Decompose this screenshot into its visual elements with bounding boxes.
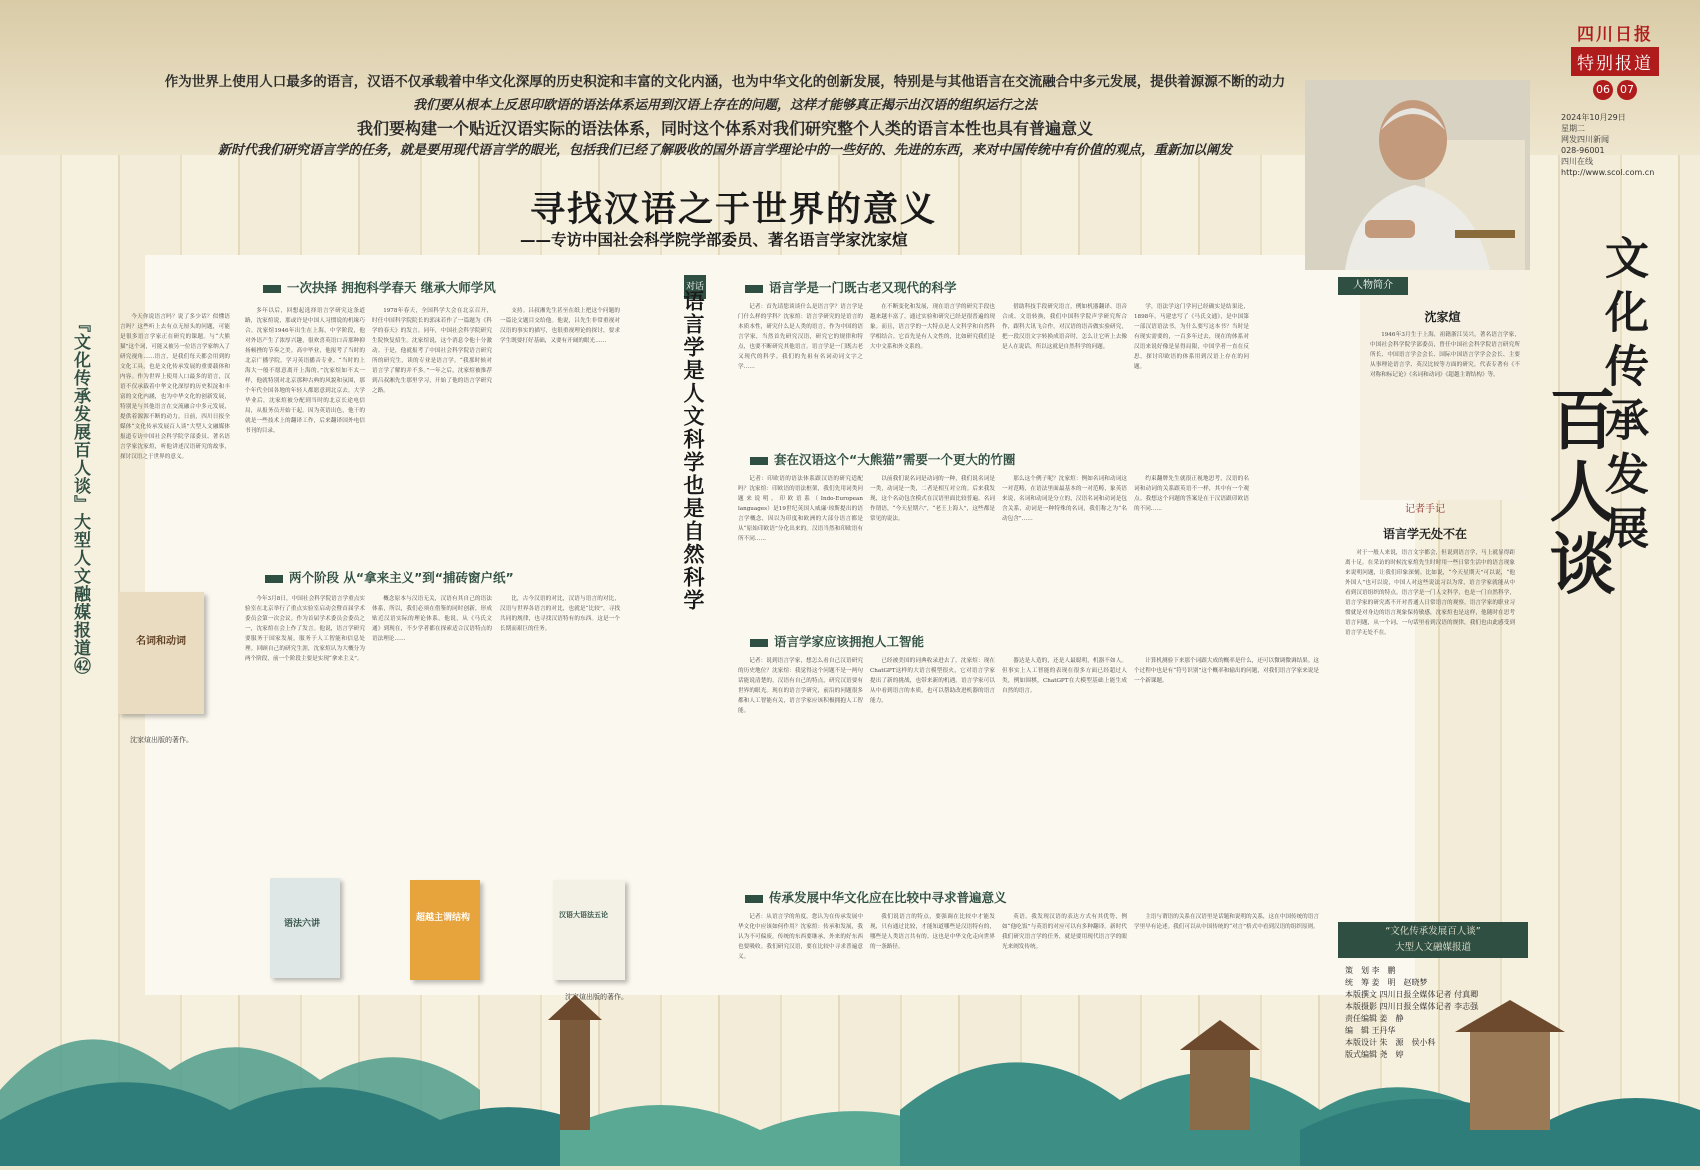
section-tag: 特别报道: [1571, 47, 1659, 76]
notes-title: 语言学无处不在: [1382, 527, 1467, 541]
paragraph: 那么这个例子呢？沈家煊：例如名词和动词这一对范畴，在语法里面最基本的一对范畴，象英语来说，名词和动词是分立的，汉语名词和动词是包含关系，动词是一种特殊的名词，我们称之为“名动包含”……: [1002, 476, 1127, 522]
notes-label: 记者手记: [1405, 504, 1445, 515]
section-heading-2: 两个阶段 从“拿来主义”到“捕砖窗户纸”: [265, 568, 514, 588]
paragraph: 1946年3月生于上海，祖籍浙江吴兴，著名语言学家，中国社会科学院学部委员，曾任中国社会科学院语言研究所所长、中国语言学会会长、国际中国语言学学会会长、主要从事理论语言学、英汉比较等方面的研究，代表专著有《不对称和标记论》《名词和动词》《超越主谓结构》等。: [1370, 332, 1520, 378]
page-numbers: [1560, 80, 1670, 100]
credit-row: 本版摄影 四川日报全媒体记者 李志强: [1345, 1002, 1479, 1011]
intro-column: [120, 312, 230, 527]
paragraph: 记者：从语言学的角度，您认为在传承发展中华文化中应该如何作用？沈家煊：传承和发展，我认为不可偏废。传统的东西要继承，外来的好东西也要吸收。我们研究汉语，要在比较中寻求普遍意义。: [738, 914, 863, 960]
body-col-14: [372, 594, 492, 864]
dialogue-tag: 对话: [684, 275, 706, 299]
editor-line: 网发四川新闻: [1561, 135, 1609, 144]
paragraph: 学，语法学这门学问已经确实是结果论，1898年，马建忠写了《马氏文通》，是中国第一部汉语语法书。为什么要写这本书？当时是有现实需要的，一百多年过去，现在的体系对汉语来说好像是显得局限，中国学者一直在反思，探讨印欧语的体系用到汉语上存在的问题。: [1134, 304, 1249, 370]
book-2-title: 语法六讲: [284, 919, 321, 929]
intro-line-2: 我们要从根本上反思印欧语的语法体系运用到汉语上存在的问题，这样才能够真正揭示出汉语的组织运行之法: [412, 98, 1037, 113]
intro-line-1: 作为世界上使用人口最多的语言，汉语不仅承载着中华文化深厚的历史积淀和丰富的文化内涵，也为中华文化的创新发展，特别是与其他语言在交流融合中多元发展，提供着源源不断的动力: [164, 74, 1286, 90]
body-col-6: [870, 302, 995, 442]
section-heading-5: 语言学家应该拥抱人工智能: [750, 632, 924, 652]
credit-row: 本版设计 朱 源 侯小科: [1345, 1038, 1436, 1047]
book-caption-1: 沈家煊出版的著作。: [130, 736, 193, 744]
masthead-meta: [1561, 112, 1654, 178]
paragraph: 器达是人造的，还是人最聪明，机器不如人。但事实上人工智能的表现在很多方面已经超过人类，例如围棋，ChatGPT在大模型基础上能生成自然的语言。: [1002, 658, 1127, 694]
portrait-photo: [1305, 80, 1530, 270]
paragraph: 概念原本与汉语无关，汉语有其自己的语法体系，所以，我们必须在借鉴的同时创新，形成贴近汉语实际的理论体系。他说，从《马氏文通》到现在，不少学者都在探索适合汉语特点的语法理论……: [372, 596, 492, 642]
body-col-12: [1134, 474, 1249, 624]
book-4-title: 汉语大语法五论: [559, 910, 608, 919]
body-col-3: [372, 306, 492, 556]
body-col-10: [870, 474, 995, 624]
page-number-left: 06: [1593, 80, 1613, 100]
masthead: [1560, 20, 1670, 100]
book-caption-2: 沈家煊出版的著作。: [565, 993, 628, 1001]
credit-row: 统 筹 姜 明 赵晓梦: [1345, 978, 1428, 987]
series-vertical-title-big: 百人谈: [1538, 385, 1616, 601]
body-col-13: [245, 594, 365, 864]
series-vertical-title: 文化传承发展: [1597, 235, 1648, 559]
body-col-4: [500, 306, 620, 556]
headline: 寻找汉语之于世界的意义: [530, 190, 938, 230]
landscape-illustration: [0, 960, 1700, 1166]
credit-row: 策 划 李 鹏: [1345, 966, 1396, 975]
credits-heading-line1: “文化传承发展百人谈”: [1385, 926, 1481, 937]
paragraph: 对于一般人来说，语言文字都会，但说到语言学，马上就显得距离十足。在采访的时候沈家煊先生时时用一些日常生活中的语言现象来说明问题，让我们印象深刻。比如说，“今天星期天”可以说，“他外国人”也可以说，中国人对这些说法习以为常，语言学家就能从中看到汉语组织的特点。语言学是一门人文科学，也是一门自然科学，语言学家的研究离不开对普通人日常语言的观察。语言学家的职业习惯就是对身边的语言现象保持敏感，沈家煊也是这样，他随时在思考语言问题，从一个词、一句话里看到汉语的规律，我们也由此感受到语言学无处不在。: [1345, 550, 1515, 636]
credits-heading-line2: 大型人文融媒报道: [1394, 942, 1471, 953]
credit-row: 编 辑 王丹华: [1345, 1026, 1396, 1035]
body-col-18: [1002, 656, 1127, 876]
book-3-title: 超越主谓结构: [416, 913, 471, 923]
paragraph: 今年3月8日，中国社会科学院语言学重点实验室在北京举行了重点实验室启动会暨首届学术委员会第一次会议。作为首届学术委员会委员之一，沈家煊在会上作了发言。他说，语言学研究要服务于国家发展，服务于人工智能和信息处理。回顾自己的研究生涯，沈家煊认为大概分为两个阶段，前一个阶段主要是实现“拿来主义”。: [245, 596, 365, 662]
notes-body: [1345, 548, 1515, 913]
site-label: 四川在线: [1561, 157, 1593, 166]
book-1-title: 名词和动词: [136, 636, 186, 647]
paragraph: 记者：说到语言学家，想怎么看自己汉语研究的历史地位？沈家煊：我觉得这个问题不是一两句话能说清楚的，汉语有自己的特点，研究汉语要有世界的眼光。现在的语言学研究，前沿的问题很多都和人工智能有关，语言学家应该积极拥抱人工智能。: [738, 658, 863, 714]
profile-name: 沈家煊: [1424, 310, 1461, 324]
body-col-8: [1134, 302, 1249, 442]
intro-line-4: 新时代我们研究语言学的任务，就是要用现代语言学的眼光，包括我们已经了解吸收的国外语言学理论中的一些好的、先进的东西，来对中国传统中有价值的观点，重新加以阐发: [217, 143, 1232, 158]
paper-name: 四川日报: [1577, 25, 1653, 45]
paragraph: 主语与谓语的关系在汉语里是话题和说明的关系，这在中国传统的语言学里早有论述。我们可以从中国传统的“对言”格式中看到汉语的组织原则。: [1134, 914, 1319, 930]
paragraph: 记者：印欧语的语法体系跟汉语的研究适配吗？沈家煊：印欧语的语法框架，我们先用词类问题来说明。印欧语系（Indo-European languages）是19世纪英国人威廉·琼斯提出的语言学概念，因以为印度和欧洲的大部分语言都是从“原始印欧语”分化出来的。汉语当然和印欧语有所不同……: [738, 476, 863, 542]
credits-heading: [1338, 922, 1528, 958]
issue-date: 2024年10月29日: [1561, 113, 1626, 122]
site-url[interactable]: http://www.scol.com.cn: [1561, 168, 1655, 177]
paragraph: 支持。吕叔湘先生甚至在纸上把这个问题的一篇论文题目交给他。他说，吕先生非常重视对汉语的事实的描写，也很重视理论的探讨，要求学生既要打好基础，又要有开阔的眼光……: [500, 308, 620, 344]
issue-weekday: 星期二: [1561, 124, 1585, 133]
body-col-5: [738, 302, 863, 442]
profile-label: 人物简介: [1338, 277, 1408, 295]
body-col-2: [245, 306, 365, 556]
body-col-7: [1002, 302, 1127, 442]
dialogue-vertical-quote: 语言学是人文科学也是自然科学: [681, 290, 706, 612]
body-col-19: [1134, 656, 1319, 876]
section-heading-6: 传承发展中华文化应在比较中寻求普遍意义: [745, 888, 1007, 908]
body-col-16: [738, 656, 863, 876]
body-col-17: [870, 656, 995, 876]
paragraph: 多年以后，回想起选择语言学研究这条道路，沈家煊说，那或许是中国人习惯说的机缘巧合。沈家煊1946年出生在上海，中学阶段，他对外语产生了浓厚兴趣，很欢喜英语口音那种抑扬顿挫的节奏之美。高中毕业，他报考了当时的北京广播学院，学习英语播音专业。“当时的上海大一般不愿意离开上海的。”沈家煊如不太一样，他就特别对北京那种古典的风貌和氛围，那个年代全国各地的年轻人都愿意到北京去。大学毕业后，沈家煊被分配到当时的北京长途电信局，从报务员开始干起。因为英语出色，他干的就是一些技术上的翻译工作，后来翻译国外电信书刊的目录。: [245, 308, 365, 434]
body-col-15: [500, 594, 620, 864]
intro-paragraph: 今天你说语言吗？说了多少话？似懂语言吗？这些听上去有点无厘头的问题，可能是很多语言学家正在研究的课题。与“大熊猫”这个词，可能又被另一位语言学家纳入了研究视角……语言，是我们每天都会用到的文化工具，也是文化传承发展的重要载体和内容。作为世界上使用人口最多的语言，汉语不仅承载着中华文化深厚的历史积淀和丰富的文化内涵，也为中华文化的创新发展，特别是与其他语言在交流融合中多元发展，提供着源源不断的动力。日前，四川日报全媒体“文化传承发展百人谈”大型人文融媒体报道专访中国社会科学院学部委员、著名语言学家沈家煊，听他讲述汉语研究的故事，探讨汉语之于世界的意义。: [120, 314, 230, 460]
paragraph: 以前我们说名词是动词的一种，我们说名词是一类，动词是一类，二者是相互对立的。后来我发现，这个名动包含模式在汉语里面比较普遍。名词作谓语，“今天星期六”，“老王上海人”，这些都是常见的说法。: [870, 476, 995, 522]
credit-row: 本版撰文 四川日报全媒体记者 付真卿: [1345, 990, 1479, 999]
series-label: 『文化传承发展百人谈』大型人文融媒报道㊷: [70, 315, 90, 675]
paragraph: 借助科技手段研究语言，例如机器翻译、语音合成、文语转换，我们中国科学院声学研究所合作，跟科大讯飞合作，对汉语的语音做实验研究，把一段汉语文字转换成语音时，怎么让它听上去像是人在说话，所以这就是自然科学的问题。: [1002, 304, 1127, 350]
paragraph: 已经被美国的词典收录进去了。沈家煊：现在ChatGPT这样的大语言模型很火，它对语言学家提出了新的挑战，也带来新的机遇。语言学家可以从中看到语言的本质，也可以帮助改进机器的语言能力。: [870, 658, 995, 704]
intro-line-3: 我们要构建一个贴近汉语实际的语法体系，同时这个体系对我们研究整个人类的语言本性也具有普遍意义: [356, 119, 1093, 138]
book-cover-1: [118, 592, 204, 714]
body-col-11: [1002, 474, 1127, 624]
section-heading-4: 套在汉语这个“大熊猫”需要一个更大的竹圈: [750, 450, 1015, 470]
page-number-right: 07: [1617, 80, 1637, 100]
paragraph: 计算机测验下来那个词跟大成的概率是什么，还可以微调微调结果。这个过程中也是有“符号识别”这个概率和输出的问题，对我们语言学家来说是一个新课题。: [1134, 658, 1319, 684]
section-heading-3: 语言学是一门既古老又现代的科学: [745, 278, 957, 298]
credit-row: 版式编辑 尧 婷: [1345, 1050, 1404, 1059]
paragraph: 英语。我发现汉语的表达方式有其优势，例如“他吃饭”与英语的对应可以有多种翻译。新时代我们研究语言学的任务，就是要用现代语言学的眼光来阐发传统。: [1002, 914, 1127, 950]
section-heading-1: 一次抉择 拥抱科学春天 继承大师学风: [263, 278, 496, 298]
paragraph: 记者：首先请您谈谈什么是语言学？语言学是门什么样的学科？沈家煊：语言学研究的是语言的本质本性，研究什么是人类的语言，作为中国的语言学家，当然首先研究汉语，研究它的规律和特点，也要不断研究其他语言。语言学是一门既古老又现代的科学。我们的先祖有名词动词文字之学……: [738, 304, 863, 370]
body-col-9: [738, 474, 863, 624]
paragraph: 我们说语言的特点，要强调在比较中才能发现，只有通过比较，才能知道哪些是汉语特有的，哪些是人类语言共有的。这也是中华文化走向世界的一条路径。: [870, 914, 995, 950]
paragraph: 1978年春天，全国科学大会在北京召开，时任中国科学院院长的郭沫若作了一篇题为《科学的春天》的发言。同年，中国社会科学院研究生院恢复招生。沈家煊说，这个消息令他十分激动。于是，他就报考了中国社会科学院语言研究所的研究生，读的专业是语言学。“我那时候对语言学了解的并不多。”一年之后，沈家煊被推荐到吕叔湘先生那里学习，开始了他的语言学研究之路。: [372, 308, 492, 394]
paragraph: 约束翻牌先生就很正视地思考，汉语的名词和动词的关系跟英语不一样，其中有一个观点。我想这个问题的答案是在于汉语跟印欧语的不同……: [1134, 476, 1249, 512]
paragraph: 比，古今汉语的对比，汉语与语言的对比，汉语与世界各语言的对比，也就是“比较”，寻找共同的规律，也寻找汉语特有的东西。这是一个长期而艰巨的任务。: [500, 596, 620, 632]
profile-bio: [1370, 330, 1520, 440]
paragraph: 在不断变化和发展，现在语言学的研究手段也越来越丰富了，通过实验和研究已经是很普遍的现象。而且，语言学的一大特点是人文科学和自然科学相结合。它首先是有人文性的，比如研究我们是大中文系和外文系的。: [870, 304, 995, 350]
subheadline: ——专访中国社会科学院学部委员、著名语言学家沈家煊: [520, 231, 908, 249]
credit-row: 责任编辑 姜 静: [1345, 1014, 1404, 1023]
phone-number: 028-96001: [1561, 146, 1605, 155]
